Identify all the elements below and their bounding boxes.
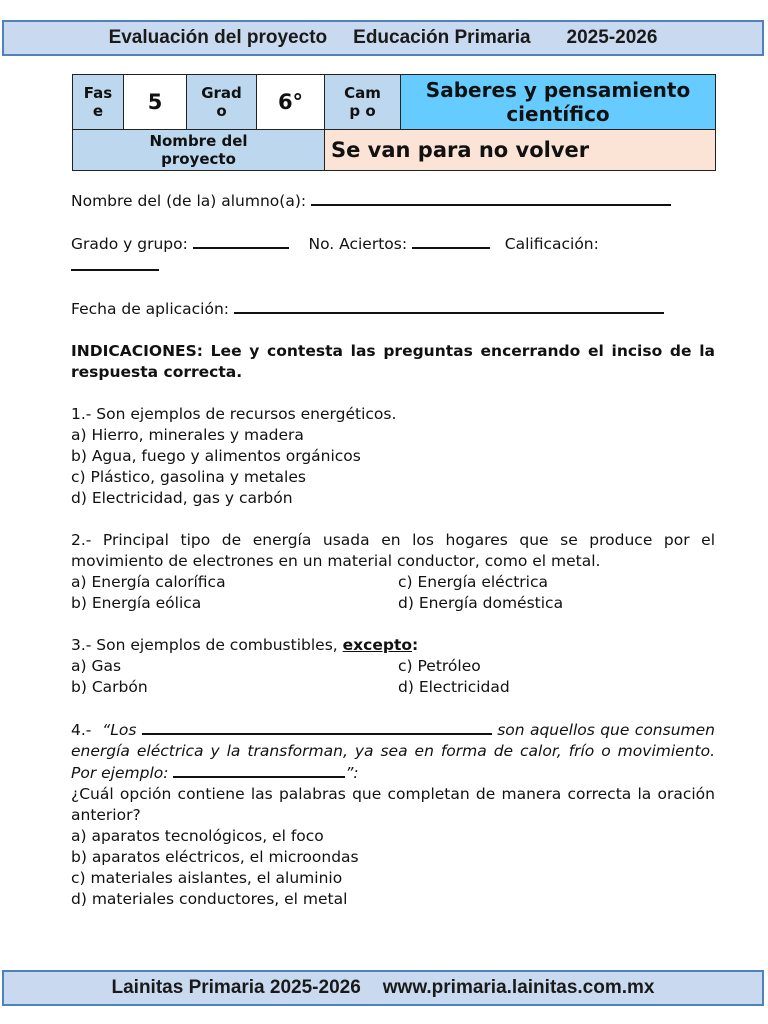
option-d[interactable]: d) Electricidad bbox=[398, 678, 510, 696]
option-a[interactable]: a) Energía calorífica bbox=[71, 573, 226, 591]
question-2 bbox=[71, 530, 715, 614]
campo-label: Camp o bbox=[325, 75, 401, 130]
option-d[interactable]: d) Energía doméstica bbox=[398, 594, 564, 612]
option-b[interactable]: b) Carbón bbox=[71, 678, 148, 696]
proyecto-value: Se van para no volver bbox=[325, 130, 716, 171]
calificacion-label: Calificación: bbox=[504, 235, 599, 253]
date-row bbox=[71, 298, 715, 320]
student-name-row bbox=[71, 190, 715, 212]
question-4 bbox=[71, 719, 715, 910]
question-3 bbox=[71, 635, 715, 698]
option-a[interactable]: a) Hierro, minerales y madera bbox=[71, 426, 304, 444]
grado-grupo-label: Grado y grupo: bbox=[71, 235, 188, 253]
footer-banner bbox=[2, 970, 764, 1006]
question-text: ¿Cuál opción contiene las palabras que completan de manera correcta la oración anterior? bbox=[71, 785, 715, 824]
fecha-label: Fecha de aplicación: bbox=[71, 300, 230, 318]
aciertos-field[interactable] bbox=[412, 233, 490, 249]
option-a[interactable]: a) aparatos tecnológicos, el foco bbox=[71, 827, 324, 845]
instructions: INDICACIONES: Lee y contesta las preguntas encerrando el inciso de la respuesta correcta. bbox=[71, 342, 715, 381]
project-info-table bbox=[72, 74, 716, 171]
option-d[interactable]: d) materiales conductores, el metal bbox=[71, 890, 348, 908]
header-title: Evaluación del proyecto bbox=[108, 27, 328, 48]
blank-2 bbox=[173, 762, 345, 778]
grado-value: 6° bbox=[257, 75, 325, 130]
exam-content bbox=[71, 190, 715, 910]
question-stem: 2.- Principal tipo de energía usada en los hogares que se produce por el movimiento de electrones en un material conductor, como el metal. bbox=[71, 531, 715, 570]
header-banner bbox=[2, 20, 764, 56]
aciertos-label: No. Aciertos: bbox=[308, 235, 408, 253]
student-name-label: Nombre del (de la) alumno(a): bbox=[71, 192, 307, 210]
footer-url[interactable]: www.primaria.lainitas.com.mx bbox=[382, 977, 655, 998]
grado-grupo-field[interactable] bbox=[193, 233, 289, 249]
fase-label: Fas e bbox=[73, 75, 124, 130]
grade-row bbox=[71, 233, 715, 255]
option-d[interactable]: d) Electricidad, gas y carbón bbox=[71, 489, 293, 507]
question-stem: 3.- Son ejemplos de combustibles, excepto: bbox=[71, 636, 419, 654]
fecha-field[interactable] bbox=[234, 298, 664, 314]
blank-1 bbox=[142, 719, 492, 735]
option-c[interactable]: c) Energía eléctrica bbox=[398, 573, 548, 591]
grado-label: Grad o bbox=[187, 75, 257, 130]
header-year: 2025-2026 bbox=[566, 27, 658, 48]
option-c[interactable]: c) Plástico, gasolina y metales bbox=[71, 468, 306, 486]
student-name-field[interactable] bbox=[311, 190, 671, 206]
calificacion-field[interactable] bbox=[71, 255, 159, 271]
question-stem: 4.- “Los son aquellos que consumen energía eléctrica y la transforman, ya sea en forma de calor, frío o movimiento. Por ejemplo: ”: bbox=[71, 721, 715, 782]
option-a[interactable]: a) Gas bbox=[71, 657, 122, 675]
fase-value: 5 bbox=[124, 75, 187, 130]
proyecto-label: Nombre del proyecto bbox=[73, 130, 325, 171]
option-b[interactable]: b) aparatos eléctricos, el microondas bbox=[71, 848, 359, 866]
option-c[interactable]: c) Petróleo bbox=[398, 657, 481, 675]
excepto-emphasis: excepto bbox=[342, 636, 413, 654]
header-level: Educación Primaria bbox=[353, 27, 531, 48]
question-stem: 1.- Son ejemplos de recursos energéticos. bbox=[71, 405, 397, 423]
footer-title: Lainitas Primaria 2025-2026 bbox=[111, 977, 361, 998]
option-b[interactable]: b) Energía eólica bbox=[71, 594, 202, 612]
campo-value: Saberes y pensamiento científico bbox=[401, 75, 716, 130]
option-c[interactable]: c) materiales aislantes, el aluminio bbox=[71, 869, 343, 887]
option-b[interactable]: b) Agua, fuego y alimentos orgánicos bbox=[71, 447, 361, 465]
question-1 bbox=[71, 404, 715, 509]
